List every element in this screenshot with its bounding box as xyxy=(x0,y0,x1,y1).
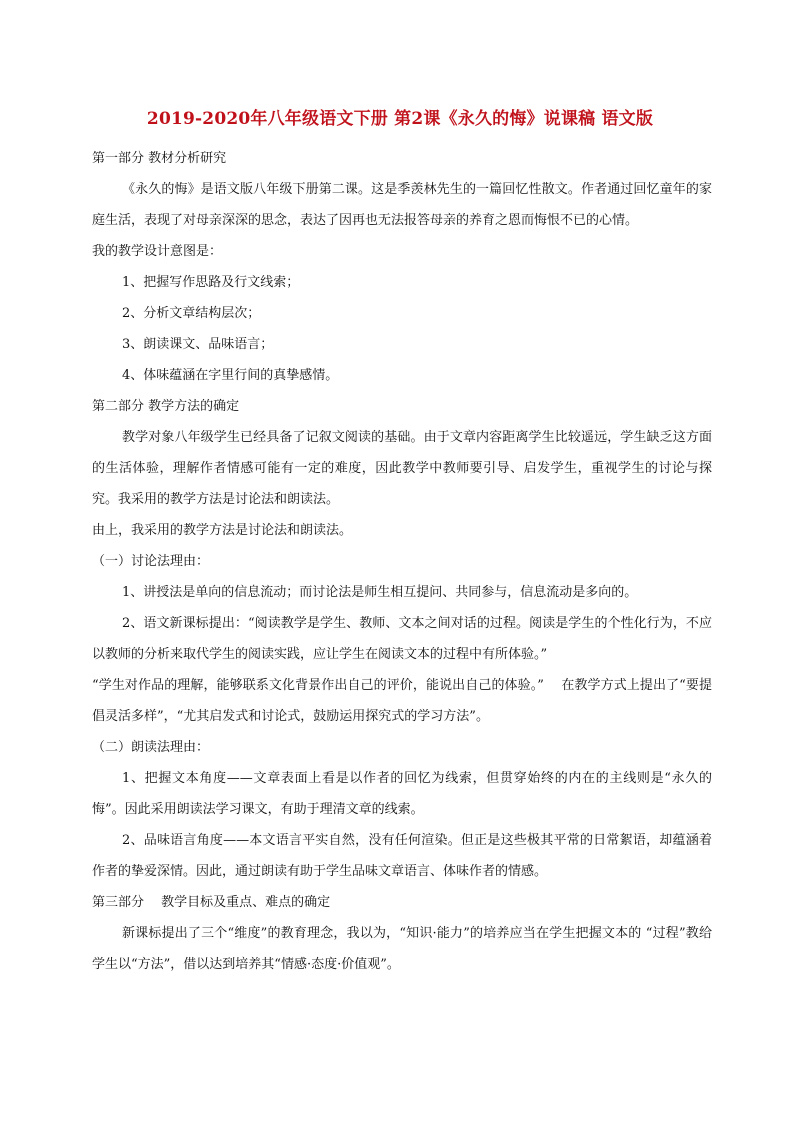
list-item: 3、朗读课文、品味语言； xyxy=(122,337,274,352)
paragraph: 1、把握文本角度——文章表面上看是以作者的回忆为线索，但贯穿始终的内在的主线则是“永久的悔”。因此采用朗读法学习课文，有助于理清文章的线索。 xyxy=(92,771,712,817)
list-item: 1、讲授法是单向的信息流动；而讨论法是师生相互提问、共同参与，信息流动是多向的。 xyxy=(122,585,638,600)
paragraph: 2、语文新课标提出：“阅读教学是学生、教师、文本之间对话的过程。阅读是学生的个性化行为，不应以教师的分析来取代学生的阅读实践，应让学生在阅读文本的过程中有所体验。” xyxy=(92,616,712,662)
subsection-heading-2: （二）朗读法理由： xyxy=(92,740,210,755)
paragraph: 由上，我采用的教学方法是讨论法和朗读法。 xyxy=(92,523,353,538)
list-item: 2、分析文章结构层次； xyxy=(122,306,261,321)
paragraph: 《永久的悔》是语文版八年级下册第二课。这是季羡林先生的一篇回忆性散文。作者通过回忆童年的家庭生活，表现了对母亲深深的思念，表达了因再也无法报答母亲的养育之恩而悔恨不已的心情。 xyxy=(92,182,712,228)
list-item: 4、体味蕴涵在字里行间的真挚感情。 xyxy=(122,368,339,383)
document-body xyxy=(92,143,712,980)
paragraph: 2、品味语言角度——本文语言平实自然，没有任何渲染。但正是这些极其平常的日常絮语，却蕴涵着作者的挚爱深情。因此，通过朗读有助于学生品味文章语言、体味作者的情感。 xyxy=(92,833,712,879)
section-heading-1: 第一部分 教材分析研究 xyxy=(92,151,227,166)
section-heading-2: 第二部分 教学方法的确定 xyxy=(92,399,240,414)
document-title: 2019-2020年八年级语文下册 第2课《永久的悔》说课稿 语文版 xyxy=(146,109,654,129)
section-heading-3: 第三部分 教学目标及重点、难点的确定 xyxy=(92,895,331,910)
list-item: 1、把握写作思路及行文线索； xyxy=(122,275,300,290)
paragraph: “学生对作品的理解，能够联系文化背景作出自己的评价，能说出自己的体验。” 在教学方式上提出了“要提倡灵活多样”，“尤其启发式和讨论式，鼓励运用探究式的学习方法”。 xyxy=(92,678,712,724)
paragraph: 新课标提出了三个“维度”的教育理念，我以为，“知识·能力”的培养应当在学生把握文本的 “过程”教给学生以“方法”，借以达到培养其“情感·态度·价值观”。 xyxy=(92,926,712,972)
paragraph: 教学对象八年级学生已经具备了记叙文阅读的基础。由于文章内容距离学生比较遥远，学生缺乏这方面的生活体验，理解作者情感可能有一定的难度，因此教学中教师要引导、启发学生，重视学生的讨论与探究。我采用的教学方法是讨论法和朗读法。 xyxy=(92,430,712,507)
paragraph: 我的教学设计意图是： xyxy=(92,244,223,259)
subsection-heading-1: （一）讨论法理由： xyxy=(92,554,210,569)
